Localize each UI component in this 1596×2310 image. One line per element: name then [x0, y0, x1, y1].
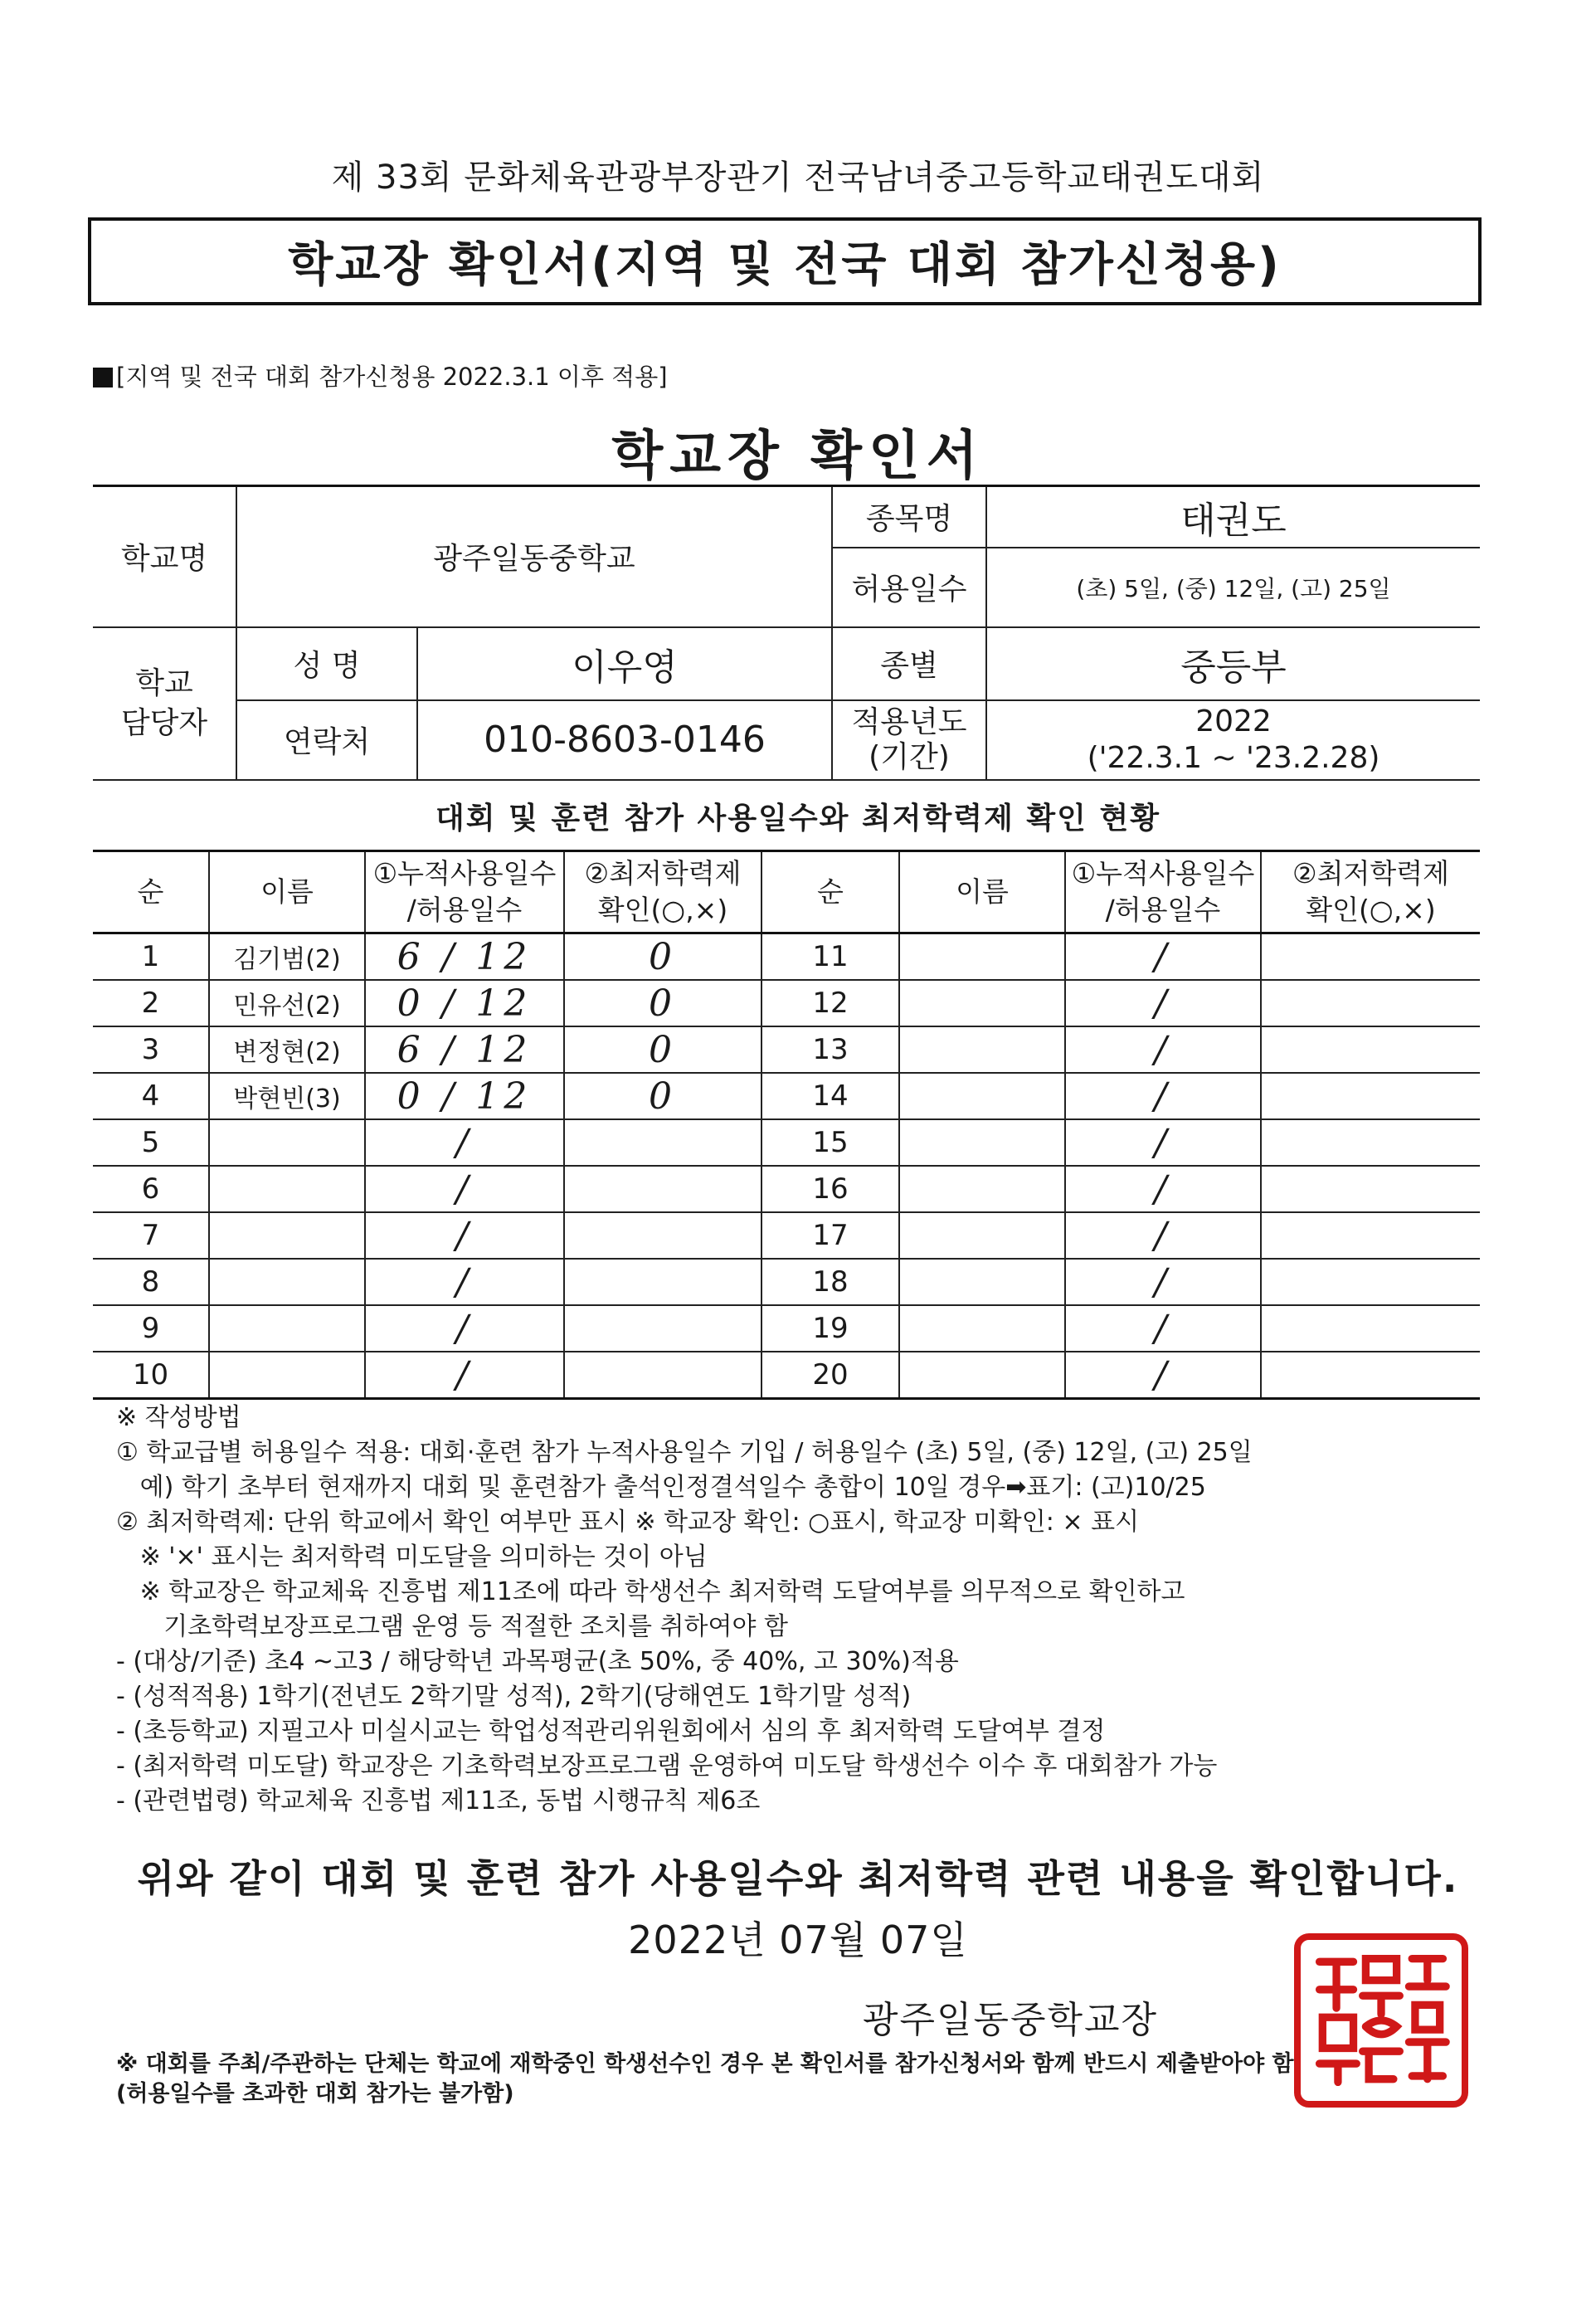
academic-check	[1261, 1305, 1480, 1352]
academic-check	[564, 1166, 762, 1212]
student-name	[899, 1259, 1065, 1305]
header-no: 순	[93, 851, 209, 933]
sport-label: 종목명	[832, 486, 986, 548]
header-check: ②최저학력제 확인(○,×)	[1261, 851, 1480, 933]
used-days: /	[365, 1212, 564, 1259]
student-name	[899, 1166, 1065, 1212]
academic-check: 0	[564, 980, 762, 1026]
table-row	[93, 933, 1480, 981]
table-row	[93, 1305, 1480, 1352]
phone-value: 010-8603-0146	[417, 700, 832, 780]
instruction-line: ② 최저학력제: 단위 학교에서 확인 여부만 표시 ※ 학교장 확인: ○표시, 학교장 미확인: × 표시	[116, 1508, 1140, 1537]
row-number: 7	[93, 1212, 209, 1259]
student-name	[209, 1352, 365, 1399]
principal-signature: 광주일동중학교장	[863, 1999, 1159, 2041]
used-days: /	[365, 1305, 564, 1352]
table-row	[93, 1259, 1480, 1305]
used-days: 0 / 12	[365, 1073, 564, 1119]
header-name: 이름	[209, 851, 365, 933]
used-days: /	[1065, 1305, 1261, 1352]
academic-check	[1261, 1212, 1480, 1259]
student-name	[209, 1166, 365, 1212]
used-days: /	[1065, 1026, 1261, 1073]
used-days: /	[1065, 1073, 1261, 1119]
table-row	[93, 1352, 1480, 1399]
academic-check	[564, 1305, 762, 1352]
used-days: /	[365, 1352, 564, 1399]
school-name: 광주일동중학교	[236, 486, 832, 627]
square-bullet-icon	[93, 368, 113, 387]
footnote-line: (허용일수를 초과한 대회 참가는 불가함)	[116, 2081, 514, 2107]
academic-check: 0	[564, 933, 762, 981]
used-days: 6 / 12	[365, 1026, 564, 1073]
box-title: 학교장 확인서(지역 및 전국 대회 참가신청용)	[88, 217, 1482, 305]
student-name	[899, 1073, 1065, 1119]
subnote-text: [지역 및 전국 대회 참가신청용 2022.3.1 이후 적용]	[116, 363, 668, 391]
student-name	[899, 933, 1065, 981]
used-days: /	[1065, 1259, 1261, 1305]
document-title: 학교장 확인서	[611, 426, 985, 487]
student-name	[209, 1119, 365, 1166]
division-value: 중등부	[986, 627, 1480, 700]
row-number: 4	[93, 1073, 209, 1119]
header-name: 이름	[899, 851, 1065, 933]
student-name: 박현빈(3)	[209, 1073, 365, 1119]
student-name: 변정현(2)	[209, 1026, 365, 1073]
student-name	[209, 1259, 365, 1305]
row-number: 2	[93, 980, 209, 1026]
academic-check: 0	[564, 1026, 762, 1073]
instruction-line: - (대상/기준) 초4 ~고3 / 해당학년 과목평균(초 50%, 중 40%, 고 30%)적용	[116, 1647, 959, 1676]
division-label: 종별	[832, 627, 986, 700]
school-info-table	[93, 485, 1480, 781]
row-number: 3	[93, 1026, 209, 1073]
instruction-line: ※ 작성방법	[116, 1403, 241, 1432]
header-no: 순	[762, 851, 899, 933]
instructions	[116, 1401, 1493, 1819]
instruction-line: - (성적적용) 1학기(전년도 2학기말 성적), 2학기(당해연도 1학기말 성적)	[116, 1682, 912, 1711]
table-row	[93, 1212, 1480, 1259]
sport-value: 태권도	[986, 486, 1480, 548]
used-days: 6 / 12	[365, 933, 564, 981]
table-row	[93, 1166, 1480, 1212]
instruction-line: ① 학교급별 허용일수 적용: 대회·훈련 참가 누적사용일수 기입 / 허용일수 (초) 5일, (중) 12일, (고) 25일	[116, 1438, 1253, 1467]
contact-label: 학교 담당자	[93, 627, 236, 780]
instruction-line: - (초등학교) 지필고사 미실시교는 학업성적관리위원회에서 심의 후 최저학력 도달여부 결정	[116, 1717, 1106, 1746]
used-days: /	[1065, 1119, 1261, 1166]
header-days: ①누적사용일수 /허용일수	[365, 851, 564, 933]
period: ('22.3.1 ~ '23.2.28)	[1087, 740, 1380, 775]
instruction-line: - (최저학력 미도달) 학교장은 기초학력보장프로그램 운영하여 미도달 학생선수 이수 후 대회참가 가능	[116, 1752, 1218, 1781]
row-number: 9	[93, 1305, 209, 1352]
row-number: 16	[762, 1166, 899, 1212]
row-number: 11	[762, 933, 899, 981]
used-days: /	[365, 1259, 564, 1305]
used-days: /	[1065, 1352, 1261, 1399]
student-name	[899, 1212, 1065, 1259]
student-name	[209, 1305, 365, 1352]
year-value	[986, 700, 1480, 780]
student-name: 민유선(2)	[209, 980, 365, 1026]
row-number: 5	[93, 1119, 209, 1166]
student-name	[899, 1119, 1065, 1166]
confirmation-statement: 위와 같이 대회 및 훈련 참가 사용일수와 최저학력 관련 내용을 확인합니다.	[137, 1856, 1459, 1901]
used-days: /	[1065, 1166, 1261, 1212]
academic-check	[1261, 1073, 1480, 1119]
table-row	[93, 980, 1480, 1026]
row-number: 1	[93, 933, 209, 981]
year: 2022	[1195, 704, 1272, 738]
table-row	[93, 1073, 1480, 1119]
footnote-line: ※ 대회를 주최/주관하는 단체는 학교에 재학중인 학생선수인 경우 본 확인서를 참가신청서와 함께 반드시 제출받아야 함	[116, 2051, 1294, 2077]
used-days: /	[365, 1166, 564, 1212]
instruction-line: - (관련법령) 학교체육 진흥법 제11조, 동법 시행규칙 제6조	[116, 1786, 761, 1815]
header-check: ②최저학력제 확인(○,×)	[564, 851, 762, 933]
row-number: 20	[762, 1352, 899, 1399]
student-name	[899, 980, 1065, 1026]
academic-check	[1261, 933, 1480, 981]
academic-check: 0	[564, 1073, 762, 1119]
academic-check	[564, 1119, 762, 1166]
subnote	[93, 358, 668, 392]
instruction-line: 예) 학기 초부터 현재까지 대회 및 훈련참가 출석인정결석일수 총합이 10일 경우➡표기: (고)10/25	[116, 1473, 1206, 1502]
row-number: 6	[93, 1166, 209, 1212]
used-days: /	[1065, 1212, 1261, 1259]
academic-check	[564, 1259, 762, 1305]
used-days: /	[365, 1119, 564, 1166]
used-days: 0 / 12	[365, 980, 564, 1026]
academic-check	[1261, 980, 1480, 1026]
row-number: 10	[93, 1352, 209, 1399]
instruction-line: 기초학력보장프로그램 운영 등 적절한 조치를 취하여야 함	[116, 1612, 788, 1641]
table-row	[93, 1026, 1480, 1073]
row-number: 17	[762, 1212, 899, 1259]
academic-check	[1261, 1259, 1480, 1305]
row-number: 18	[762, 1259, 899, 1305]
allowed-days-value: (초) 5일, (중) 12일, (고) 25일	[986, 548, 1480, 627]
academic-check	[564, 1212, 762, 1259]
row-number: 14	[762, 1073, 899, 1119]
event-title: 제 33회 문화체육관광부장관기 전국남녀중고등학교태권도대회	[331, 158, 1265, 197]
school-label: 학교명	[93, 486, 236, 627]
issue-date: 2022년 07월 07일	[628, 1918, 968, 1962]
contact-name: 이우영	[417, 627, 832, 700]
status-title: 대회 및 훈련 참가 사용일수와 최저학력제 확인 현황	[435, 802, 1161, 836]
participation-table	[93, 850, 1480, 1400]
row-number: 15	[762, 1119, 899, 1166]
instruction-line: ※ '×' 표시는 최저학력 미도달을 의미하는 것이 아님	[116, 1542, 708, 1572]
used-days: /	[1065, 933, 1261, 981]
academic-check	[1261, 1352, 1480, 1399]
academic-check	[1261, 1119, 1480, 1166]
used-days: /	[1065, 980, 1261, 1026]
academic-check	[564, 1352, 762, 1399]
name-label: 성 명	[236, 627, 417, 700]
student-name	[899, 1305, 1065, 1352]
table-row	[93, 1119, 1480, 1166]
row-number: 8	[93, 1259, 209, 1305]
student-name: 김기범(2)	[209, 933, 365, 981]
student-name	[209, 1212, 365, 1259]
header-days: ①누적사용일수 /허용일수	[1065, 851, 1261, 933]
footnote	[116, 2049, 1493, 2109]
academic-check	[1261, 1166, 1480, 1212]
row-number: 13	[762, 1026, 899, 1073]
student-name	[899, 1026, 1065, 1073]
row-number: 12	[762, 980, 899, 1026]
allowed-days-label: 허용일수	[832, 548, 986, 627]
year-label: 적용년도 (기간)	[832, 700, 986, 780]
phone-label: 연락처	[236, 700, 417, 780]
instruction-line: ※ 학교장은 학교체육 진흥법 제11조에 따라 학생선수 최저학력 도달여부를 의무적으로 확인하고	[116, 1577, 1185, 1606]
row-number: 19	[762, 1305, 899, 1352]
academic-check	[1261, 1026, 1480, 1073]
student-name	[899, 1352, 1065, 1399]
